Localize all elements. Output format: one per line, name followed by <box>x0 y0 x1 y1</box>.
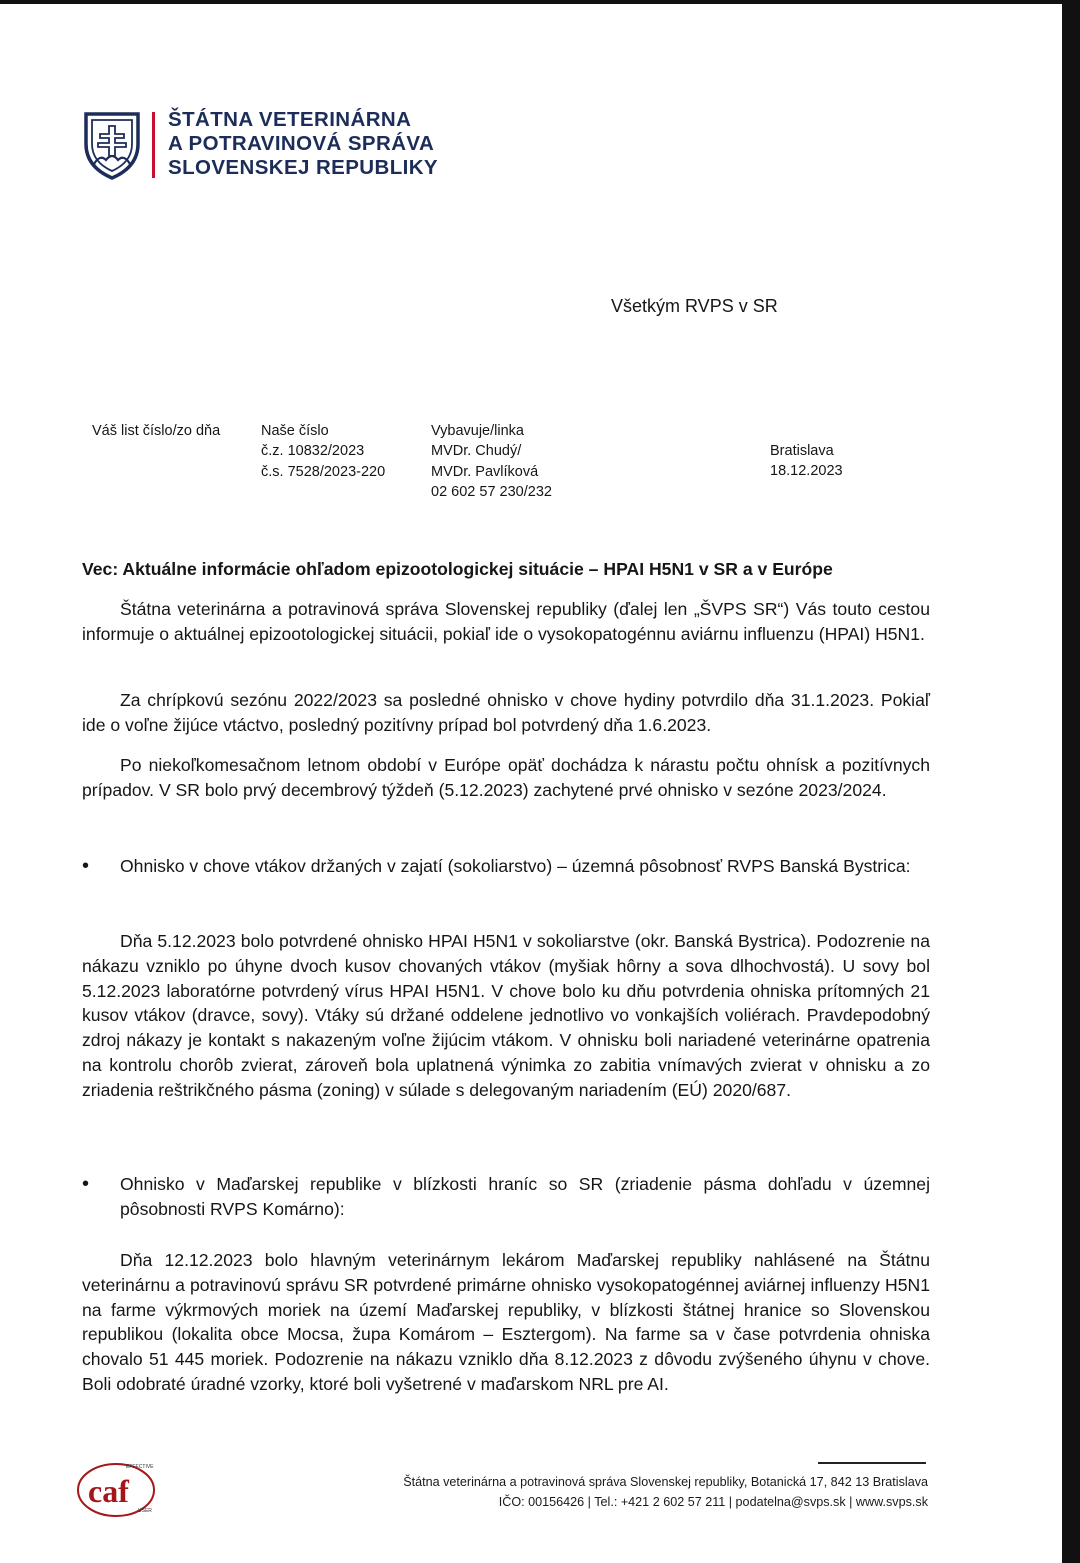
footer-address: Štátna veterinárna a potravinová správa Slovenskej republiky, Botanická 17, 842 13 Bratislava <box>403 1475 928 1489</box>
document-page <box>0 4 1062 1563</box>
city: Bratislava <box>770 443 834 459</box>
date: 18.12.2023 <box>770 463 843 480</box>
reference-handled-by <box>431 421 552 502</box>
subject-line: Vec: Aktuálne informácie ohľadom epizootologickej situácie – HPAI H5N1 v SR a v Európe <box>82 559 833 579</box>
paragraph-4 <box>82 929 930 1103</box>
cert-brand-text: caf <box>88 1473 129 1509</box>
footer <box>403 1473 928 1512</box>
bullet-icon: • <box>82 1173 90 1195</box>
reference-your-letter <box>92 421 220 441</box>
bullet-item-2 <box>82 1172 930 1222</box>
paragraph-4-text: Dňa 5.12.2023 bolo potvrdené ohnisko HPAI H5N1 v sokoliarstve (okr. Banská Bystrica). Podozrenie na nákazu vzniklo po úhyne dvoch kusov chovaných vtákov (myšiak hôrny a sova dlhochvostá). U sovy bol 5.12.2023 laboratórne potvrdený vírus HPAI H5N1. V chove bolo ku dňu potvrdenia ohniska prítomných 21 kusov vtákov (dravce, sovy). Vtáky sú držané oddelene jednotlivo vo vonkajších voliérach. Pravdepodobný zdroj nákazy je kontakt s nakazeným voľne žijúcim vtákom. V ohnisku boli nariadené veterinárne opatrenia na kontrolu chorôb zvierat, zároveň bola uplatnená výnimka zo zabitia vnímavých zvierat v ohnisku a zo zriadenia reštrikčného pásma (zoning) v súlade s delegovaným nariadením (EÚ) 2020/687. <box>82 931 930 1100</box>
bullet-icon: • <box>82 855 90 877</box>
org-line-1: ŠTÁTNA VETERINÁRNA <box>168 108 412 131</box>
bullet-2-text: Ohnisko v Maďarskej republike v blízkosti hraníc so SR (zriadenie pásma dohľadu v územnej pôsobnosti RVPS Komárno): <box>120 1174 930 1219</box>
org-line-2: A POTRAVINOVÁ SPRÁVA <box>168 132 435 155</box>
paragraph-2-text: Za chrípkovú sezónu 2022/2023 sa posledné ohnisko v chove hydiny potvrdilo dňa 31.1.2023. Pokiaľ ide o voľne žijúce vtáctvo, posledný pozitívny prípad bol potvrdený dňa 1.6.2023. <box>82 690 930 735</box>
handled-by-phone: 02 602 57 230/232 <box>431 483 552 500</box>
reference-our-number <box>261 421 385 482</box>
our-number-label: Naše číslo <box>261 423 329 439</box>
caf-certification-logo-icon <box>76 1459 156 1519</box>
paragraph-5 <box>82 1248 930 1397</box>
our-number-line-2: č.s. 7528/2023-220 <box>261 463 386 480</box>
paragraph-1 <box>82 597 930 647</box>
paragraph-3 <box>82 753 930 803</box>
bullet-item-1 <box>82 854 930 879</box>
bullet-1-text: Ohnisko v chove vtákov držaných v zajatí (sokoliarstvo) – územná pôsobnosť RVPS Banská Bystrica: <box>120 856 911 876</box>
logo-divider <box>152 112 155 178</box>
paragraph-2 <box>82 688 930 738</box>
paragraph-3-text: Po niekoľkomesačnom letnom období v Európe opäť dochádza k nárastu počtu ohnísk a pozitívnych prípadov. V SR bolo prvý decembrový týždeň (5.12.2023) zachytené prvé ohnisko v sezóne 2023/2024. <box>82 755 930 800</box>
org-line-3: SLOVENSKEJ REPUBLIKY <box>168 156 438 179</box>
handled-by-line-2: MVDr. Pavlíková <box>431 463 539 480</box>
cert-top-text: EFFECTIVE <box>126 1464 154 1470</box>
organization-name <box>168 108 438 180</box>
reference-place-date <box>770 441 843 482</box>
footer-divider <box>818 1462 926 1464</box>
our-number-line-1: č.z. 10832/2023 <box>261 443 365 460</box>
footer-contacts: IČO: 00156426 | Tel.: +421 2 602 57 211 | podatelna@svps.sk | www.svps.sk <box>498 1494 928 1509</box>
handled-by-line-1: MVDr. Chudý/ <box>431 443 522 460</box>
slovak-coat-of-arms-icon <box>82 110 142 180</box>
addressee: Všetkým RVPS v SR <box>611 296 778 316</box>
cert-bottom-text: USER <box>138 1508 152 1514</box>
paragraph-1-text: Štátna veterinárna a potravinová správa Slovenskej republiky (ďalej len „ŠVPS SR“) Vás touto cestou informuje o aktuálnej epizootologickej situácii, pokiaľ ide o vysokopatogénnu aviárnu influenzu (HPAI) H5N1. <box>82 599 930 644</box>
paragraph-5-text: Dňa 12.12.2023 bolo hlavným veterinárnym lekárom Maďarskej republiky nahlásené na Štátnu veterinárnu a potravinovú správu SR potvrdené primárne ohnisko vysokopatogénnej aviárnej influenzy H5N1 na farme výkrmových moriek na území Maďarskej republiky, v blízkosti štátnej hranice so Slovenskou republikou (lokalita obce Mocsa, župa Komárom – Esztergom). Na farme sa v čase potvrdenia ohniska chovalo 51 445 moriek. Podozrenie na nákazu vzniklo dňa 8.12.2023 z dôvodu zvýšeného úhynu v chove. Boli odobraté úradné vzorky, ktoré boli vyšetrené v maďarskom NRL pre AI. <box>82 1250 930 1394</box>
handled-by-label: Vybavuje/linka <box>431 423 524 439</box>
your-letter-label: Váš list číslo/zo dňa <box>92 423 221 439</box>
